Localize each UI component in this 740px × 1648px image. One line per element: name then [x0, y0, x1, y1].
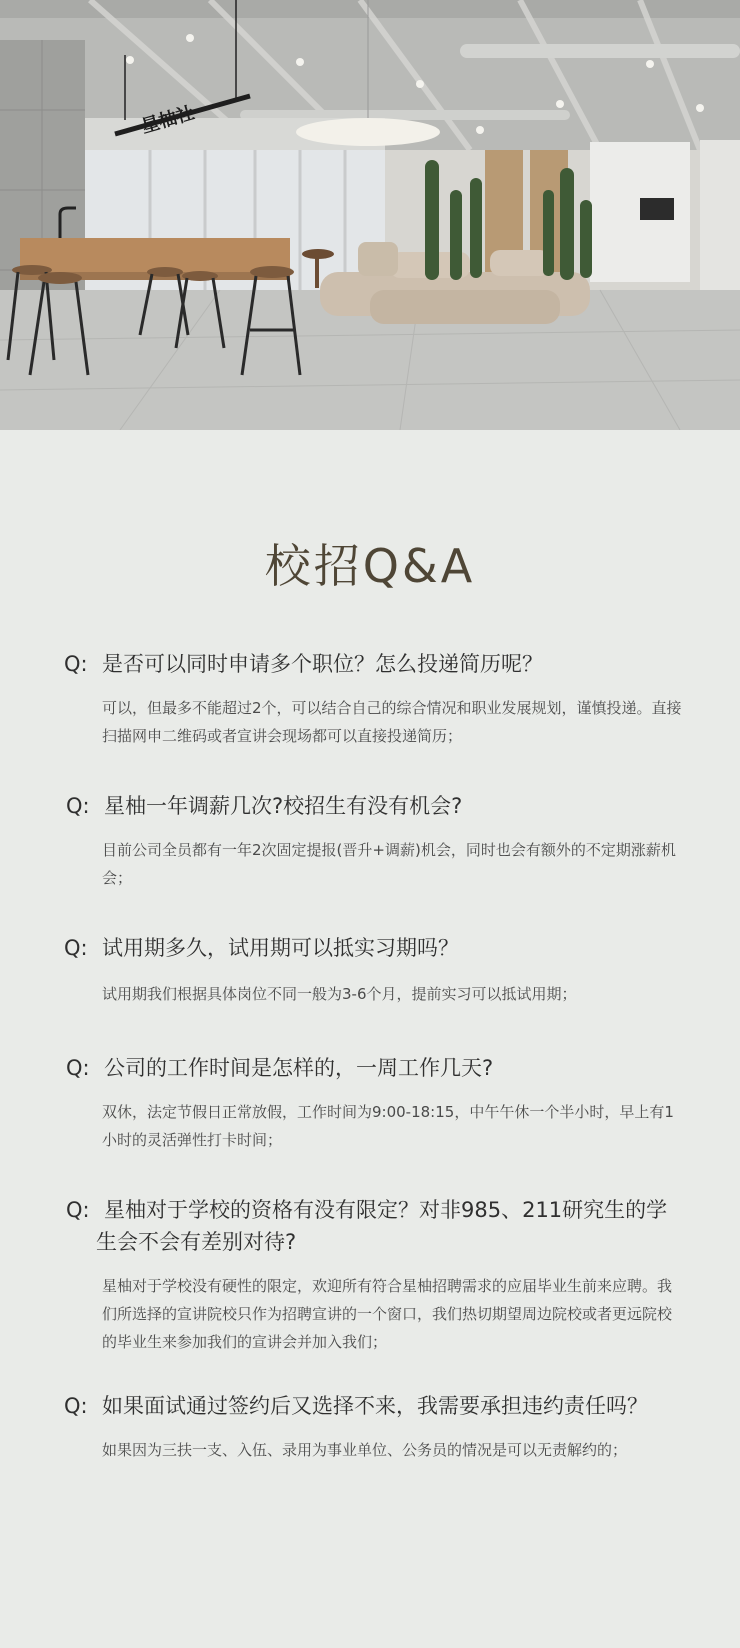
q-mark: Q: — [64, 1394, 88, 1418]
answer: 试用期我们根据具体岗位不同一般为3-6个月，提前实习可以抵试用期； — [102, 985, 577, 1003]
answer: 双休，法定节假日正常放假，工作时间为9:00-18:15，中午午休一个半小时，早上有1小时的灵活弹性打卡时间； — [102, 1103, 674, 1149]
hanging-sign-text: 星柚社 — [139, 102, 197, 138]
answer: 如果因为三扶一支、入伍、录用为事业单位、公务员的情况是可以无责解约的； — [102, 1441, 628, 1459]
q-mark: Q: — [66, 794, 90, 818]
answer: 目前公司全员都有一年2次固定提报(晋升+调薪)机会，同时也会有额外的不定期涨薪机会； — [102, 841, 676, 887]
question-text-continued: 生会不会有差别对待? — [96, 1230, 297, 1254]
question — [64, 1390, 684, 1422]
q-mark: Q: — [64, 936, 88, 960]
question-text: 试用期多久，试用期可以抵实习期吗？ — [102, 936, 459, 960]
question — [64, 932, 684, 964]
question — [66, 790, 686, 822]
q-mark: Q: — [66, 1056, 90, 1080]
question — [64, 648, 684, 680]
question-text: 星柚一年调薪几次?校招生有没有机会? — [104, 794, 463, 818]
q-mark: Q: — [64, 652, 88, 676]
answer: 星柚对于学校没有硬性的限定，欢迎所有符合星柚招聘需求的应届毕业生前来应聘。我们所选择的宣讲院校只作为招聘宣讲的一个窗口，我们热切期望周边院校或者更远院校的毕业生来参加我们的宣讲会并加入我们； — [102, 1277, 673, 1351]
question-text: 如果面试通过签约后又选择不来，我需要承担违约责任吗？ — [102, 1394, 648, 1418]
hero-office-photo — [0, 0, 740, 430]
q-mark: Q: — [66, 1198, 90, 1222]
office-lounge-photo — [0, 0, 740, 430]
question-text: 是否可以同时申请多个职位？怎么投递简历呢？ — [102, 652, 543, 676]
answer: 可以，但最多不能超过2个，可以结合自己的综合情况和职业发展规划，谨慎投递。直接扫描网申二维码或者宣讲会现场都可以直接投递简历； — [102, 699, 682, 745]
question-text: 公司的工作时间是怎样的，一周工作几天? — [104, 1056, 494, 1080]
question — [66, 1052, 686, 1084]
question-text: 星柚对于学校的资格有没有限定？对非985、211研究生的学 — [104, 1198, 668, 1222]
qa-title: 校招Q&A — [264, 539, 476, 593]
question — [66, 1194, 686, 1258]
pendant-lamp — [296, 118, 440, 146]
